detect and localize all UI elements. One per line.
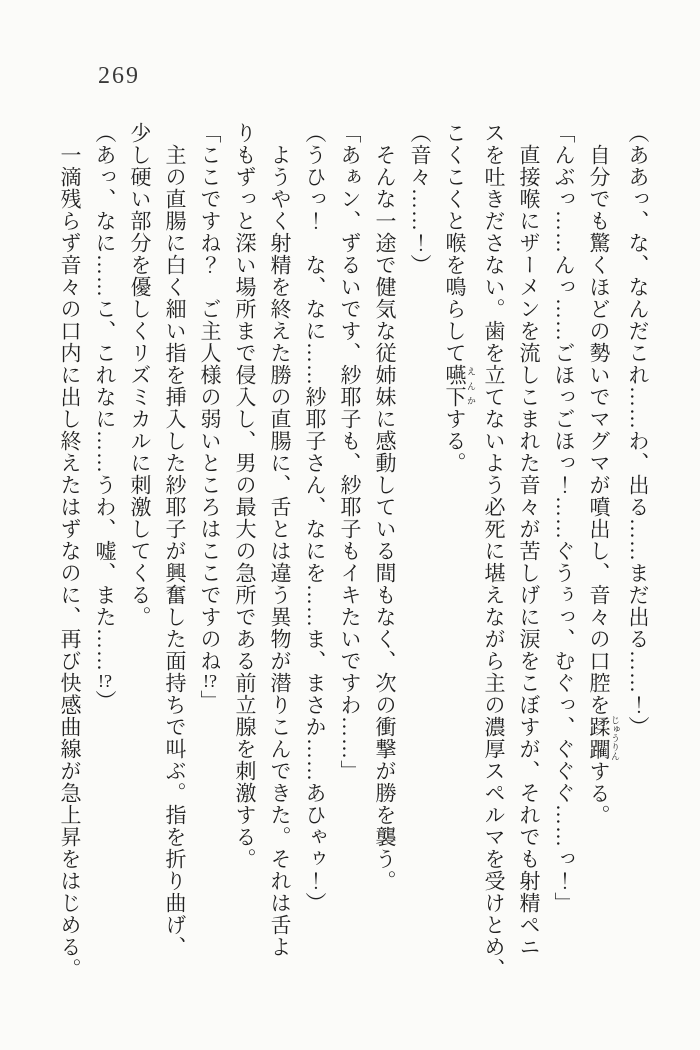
text-segment: ようやく射精を終えた勝の直腸に、舌とは違う異物が潜りこんできた。それは舌よ: [268, 144, 292, 958]
furigana-text: じゅうりん: [610, 715, 620, 761]
text-segment: 「ここですね？ ご主人様の弱いところはここですのね: [198, 122, 222, 672]
text-line: [297, 122, 332, 1027]
novel-text-block: [57, 122, 655, 1027]
text-segment: 一滴残らず音々の口内に出し終えたはずなのに、再び快感曲線が急上昇をはじめる。: [58, 144, 82, 980]
text-line: [476, 122, 511, 1027]
text-segment: （あっ、なに……こ、これなに……うわ、嘘、また……: [93, 122, 117, 672]
text-segment: 自分でも驚くほどの勢いでマグマが噴出し、音々の口腔を: [587, 144, 611, 716]
text-line: [192, 122, 227, 1027]
text-segment: 直接喉にザーメンを流しこまれた音々が苦しげに涙をこぼすが、それでも射精ペニ: [517, 144, 541, 958]
text-segment: （音々……！）: [408, 122, 432, 276]
text-segment: 主の直腸に白く細い指を挿入した紗耶子が興奮した面持ちで叫ぶ。指を折り曲げ、: [163, 144, 187, 958]
tatechuyoko-segment: !?: [203, 672, 217, 690]
page-number: 269: [98, 63, 140, 89]
furigana-text: えんか: [466, 364, 476, 408]
text-line: [402, 122, 437, 1027]
text-segment: する。: [443, 408, 467, 474]
text-line: [581, 122, 620, 1027]
text-segment: ）: [93, 690, 117, 712]
text-line: [157, 122, 192, 1027]
text-line: [367, 122, 402, 1027]
text-segment: 「あぁン、ずるいです、紗耶子も、紗耶子もイキたいですわ……」: [338, 122, 362, 782]
text-line: [437, 122, 476, 1027]
text-line: [620, 122, 655, 1027]
text-segment: （ああっ、な、なんだこれ……わ、出る……まだ出る……！）: [626, 122, 650, 738]
text-segment: する。: [587, 760, 611, 827]
text-line: [546, 122, 581, 1027]
text-segment: 「んぶっ……んっ……ごほっごほっ！……ぐうぅっ、むぐっ、ぐぐぐ……っ！」: [552, 122, 576, 914]
text-segment: スを吐きださない。歯を立てないよう必死に堪えながら主の濃厚スペルマを受けとめ、: [482, 122, 506, 980]
text-segment: （うひっ！ な、なに……紗耶子さん、なにを……ま、まさか……あひゃゥ！）: [303, 122, 327, 914]
text-line: [262, 122, 297, 1027]
tatechuyoko-segment: !?: [98, 672, 112, 690]
text-segment: こくこくと喉を鳴らして: [443, 122, 467, 364]
text-line: [87, 122, 122, 1027]
text-line: [511, 122, 546, 1027]
text-line: [52, 122, 87, 1027]
text-line: [227, 122, 262, 1027]
text-line: [332, 122, 367, 1027]
text-segment: りもずっと深い場所まで侵入し、男の最大の急所である前立腺を刺激する。: [233, 122, 257, 870]
text-line: [122, 122, 157, 1027]
text-segment: 少し硬い部分を優しくリズミカルに刺激してくる。: [128, 122, 152, 628]
text-segment: そんな一途で健気な従姉妹に感動している間もなく、次の衝撃が勝を襲う。: [373, 144, 397, 892]
ruby-annotation: 蹂躙 じゅうりん: [587, 715, 620, 761]
text-segment: 」: [198, 690, 222, 712]
ruby-annotation: 嚥下 えんか: [443, 364, 476, 408]
